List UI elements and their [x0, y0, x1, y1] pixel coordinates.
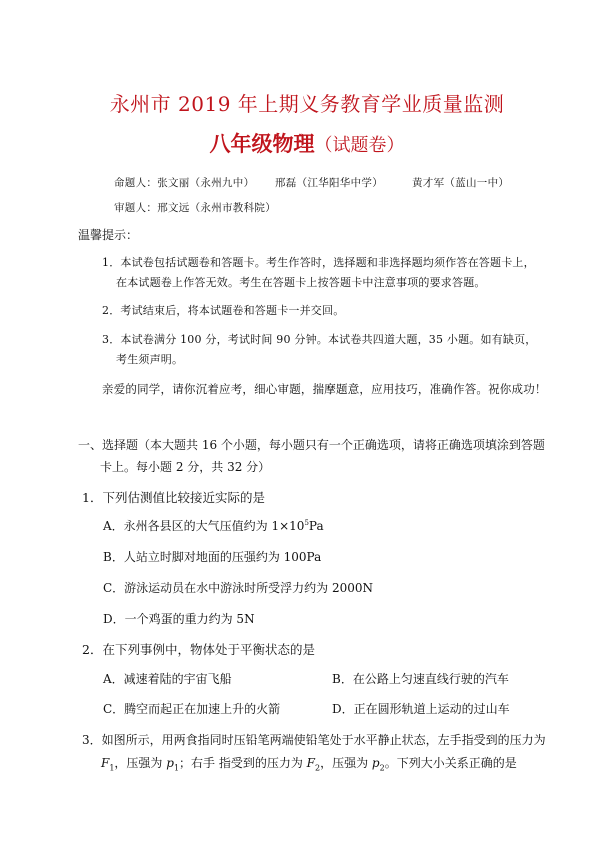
reviewer-line	[114, 200, 276, 215]
setters-line	[114, 175, 254, 190]
q1-option-d: D．一个鸡蛋的重力约为 5N	[103, 612, 255, 626]
notice-item-1a: 1．本试卷包括试题卷和答题卡。考生作答时，选择题和非选择题均须作答在答题卡上，	[102, 256, 535, 269]
setter-2: 邢磊（江华阳华中学）	[275, 177, 383, 189]
q1-option-c: C．游泳运动员在水中游泳时所受浮力约为 2000N	[103, 581, 374, 595]
setter-3: 黄才军（蓝山一中）	[412, 177, 510, 189]
q1-option-b: B．人站立时脚对地面的压强约为 100Pa	[103, 550, 322, 564]
setter-1: 张文丽（永州九中）	[157, 177, 255, 189]
question-3-stem-line-1: 3．如图所示，用两食指同时压铅笔两端使铅笔处于水平静止状态，左手指受到的压力为	[82, 733, 546, 747]
question-1-stem: 1．下列估测值比较接近实际的是	[82, 490, 265, 505]
q3-f1: F	[101, 756, 110, 770]
q1-option-a-exp: 5	[304, 519, 309, 527]
q3-text-b: ；右手 指受到的压力为	[179, 756, 307, 770]
q3-text-a: ，压强为	[114, 756, 167, 770]
section-1-line-1: 一、选择题（本大题共 16 个小题，每小题只有一个正确选项，请将正确选项填涂到答题	[78, 438, 545, 452]
q3-p1-sub: 1	[173, 763, 180, 773]
q3-text-d: 。下列大小关系正确的是	[384, 756, 517, 770]
setters-label: 命题人：	[114, 177, 158, 189]
q2-option-b: B．在公路上匀速直线行驶的汽车	[332, 672, 509, 686]
reviewer-label: 审题人：	[114, 202, 158, 214]
q3-p2: p	[371, 756, 380, 770]
notice-item-3b: 考生须声明。	[116, 353, 184, 366]
q3-text-c: ，压强为	[320, 756, 372, 770]
notice-item-1b: 在本试题卷上作答无效。考生在答题卡上按答题卡中注意事项的要求答题。	[116, 276, 486, 289]
reviewer: 邢文远（永州市教科院）	[157, 202, 277, 214]
q1-option-a-unit: Pa	[308, 519, 324, 533]
section-1-line-2: 卡上。每小题 2 分，共 32 分）	[100, 460, 271, 474]
q1-option-a-text: A．永州各县区的大气压值约为 1×10	[103, 519, 305, 533]
q3-p1: p	[166, 756, 174, 770]
exam-subtitle	[0, 128, 614, 158]
q2-option-a: A．减速着陆的宇宙飞船	[103, 672, 232, 686]
q3-f2: F	[306, 756, 315, 770]
notice-wish: 亲爱的同学，请你沉着应考，细心审题，揣摩题意，应用技巧，准确作答。祝你成功！	[102, 382, 547, 396]
notice-item-2: 2．考试结束后，将本试题卷和答题卡一并交回。	[102, 304, 345, 317]
q2-option-d: D．正在圆形轨道上运动的过山车	[332, 702, 510, 716]
question-2-stem: 2．在下列事例中，物体处于平衡状态的是	[82, 642, 315, 657]
q2-option-c: C．腾空而起正在加速上升的火箭	[103, 702, 281, 716]
exam-title: 永州市 2019 年上期义务教育学业质量监测	[109, 92, 505, 116]
notice-heading: 温馨提示：	[78, 228, 139, 242]
q3-f1-sub: 1	[109, 763, 115, 773]
question-3-stem-line-2	[101, 754, 517, 772]
subtitle-main: 八年级物理	[209, 131, 315, 156]
q3-p2-sub: 2	[379, 763, 385, 773]
notice-item-3a: 3．本试卷满分 100 分，考试时间 90 分钟。本试卷共四道大题，35 小题。如有缺页，	[102, 333, 537, 346]
q1-option-a	[103, 517, 324, 534]
q3-f2-sub: 2	[315, 763, 321, 773]
subtitle-paren: （试题卷）	[314, 135, 405, 156]
